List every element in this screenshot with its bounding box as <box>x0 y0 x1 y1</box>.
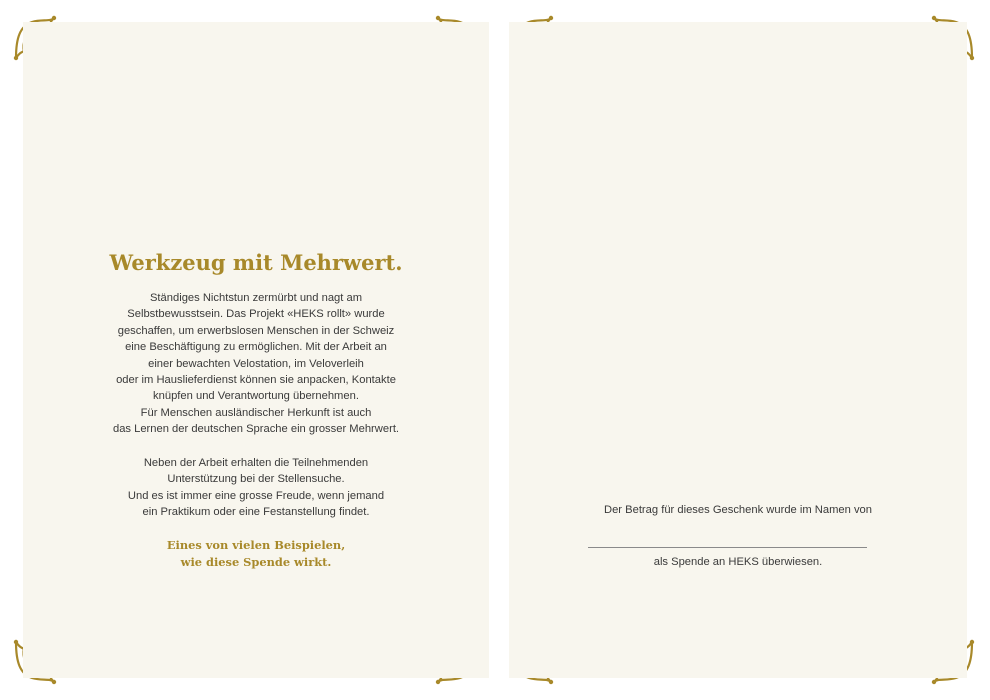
right-page <box>509 22 967 678</box>
text-line: ein Praktikum oder eine Festanstellung findet. <box>142 506 370 519</box>
tagline-line: wie diese Spende wirkt. <box>180 555 332 569</box>
text-line: das Lernen der deutschen Sprache ein grosser Mehrwert. <box>112 423 400 436</box>
donor-name-line <box>588 547 867 548</box>
text-line: einer bewachten Velostation, im Veloverleih <box>148 357 364 370</box>
text-line: eine Beschäftigung zu ermöglichen. Mit der Arbeit an <box>125 341 387 354</box>
text-line: Neben der Arbeit erhalten die Teilnehmenden <box>143 457 369 469</box>
tagline-line: Eines von vielen Beispielen, <box>166 538 346 552</box>
donation-text-before: Der Betrag für dieses Geschenk wurde im Namen von <box>604 504 872 516</box>
text-line: geschaffen, um erwerbslosen Menschen in der Schweiz <box>117 324 395 337</box>
donation-text-after: als Spende an HEKS überwiesen. <box>653 556 823 568</box>
text-line: Für Menschen ausländischer Herkunft ist auch <box>140 406 372 419</box>
text-line: knüpfen und Verantwortung übernehmen. <box>153 390 359 403</box>
text-line: Ständiges Nichtstun zermürbt und nagt am <box>149 292 363 304</box>
text-line: Und es ist immer eine grosse Freude, wenn jemand <box>127 489 385 502</box>
page-title: Werkzeug mit Mehrwert. <box>109 250 403 275</box>
story-paragraph-2 <box>23 455 489 521</box>
story-paragraph-1 <box>23 290 489 438</box>
text-line: Selbstbewusstsein. Das Projekt «HEKS rollt» wurde <box>127 308 385 321</box>
left-page <box>23 22 489 678</box>
text-line: Unterstützung bei der Stellensuche. <box>167 473 345 486</box>
tagline <box>23 537 489 571</box>
text-line: oder im Hauslieferdienst können sie anpacken, Kontakte <box>116 374 396 387</box>
